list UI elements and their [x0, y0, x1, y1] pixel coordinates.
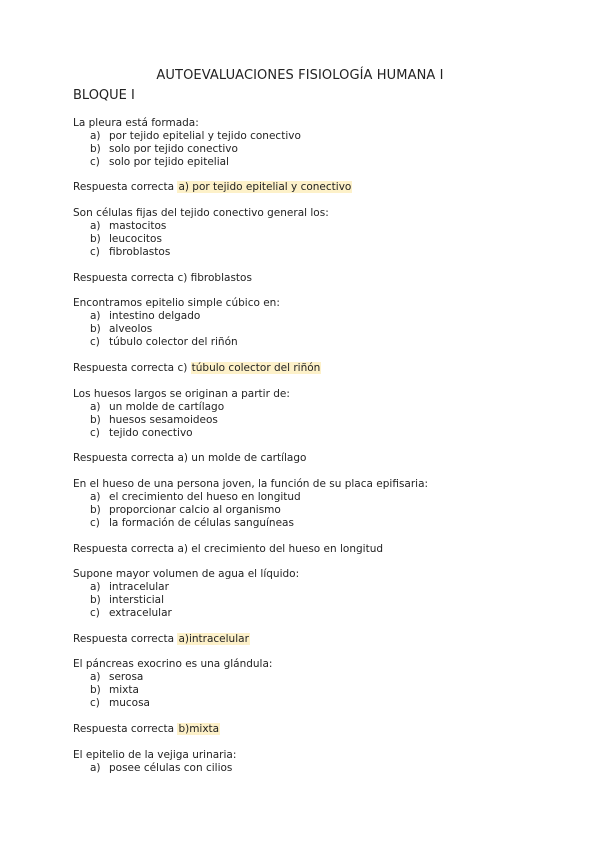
answer-1: Respuesta correcta a) por tejido epitelial y conectivo: [73, 181, 352, 193]
answer-6: Respuesta correcta a)intracelular: [73, 633, 249, 645]
question-6: Supone mayor volumen de agua el líquido:: [73, 568, 300, 580]
question-5: En el hueso de una persona joven, la función de su placa epifisaria:: [73, 478, 429, 490]
answer-3-highlight: túbulo colector del riñón: [191, 362, 321, 374]
question-7: El páncreas exocrino es una glándula:: [73, 658, 273, 670]
answer-3: Respuesta correcta c) túbulo colector del riñón: [73, 362, 321, 374]
question-2: Son células fijas del tejido conectivo general los:: [73, 207, 329, 219]
answer-4: Respuesta correcta a) un molde de cartílago: [73, 452, 307, 464]
document-page: AUTOEVALUACIONES FISIOLOGÍA HUMANA I BLOQUE I La pleura está formada: a) por tejido epitelial y tejido conectivo b) solo por tejido conectivo c) solo por tejido epitelial Respuesta correcta a) por tejido epitelial y conectivo Son células fijas del tejido conectivo general los: a) mastocitos b) leucocitos c) fibroblastos Respuesta correcta c) fibroblastos Encontramos epitelio simple cúbico en: a) intestino delgado b) alveolos c) túbulo colector del riñón Respuesta correcta c) túbulo colector del riñón Los huesos largos se originan a partir de: a) un molde de cartílago b) huesos sesamoideos c) tejido conectivo Respuesta correcta a) un molde de cartílago En el hueso de una persona joven, la función de su placa epifisaria: a) el crecimiento del hueso en longitud b) proporcionar calcio al organismo c) la formación de células sanguíneas Respuesta correcta a) el crecimiento del hueso en longitud Supone mayor volumen de agua el líquido: a) intracelular b) intersticial c) extracelular Respuesta correcta a)intracelular El páncreas exocrino es una glándula: a) serosa b) mixta c) mucosa Respuesta correcta b)mixta El epitelio de la vejiga urinaria: a) posee células con cilios: [0, 0, 600, 848]
question-1: La pleura está formada:: [73, 117, 199, 129]
question-3: Encontramos epitelio simple cúbico en:: [73, 297, 280, 309]
question-4: Los huesos largos se originan a partir de:: [73, 388, 290, 400]
section-heading: BLOQUE I: [73, 88, 135, 103]
document-title: AUTOEVALUACIONES FISIOLOGÍA HUMANA I: [156, 68, 444, 83]
answer-2: Respuesta correcta c) fibroblastos: [73, 272, 252, 284]
answer-7-highlight: b)mixta: [178, 723, 220, 735]
answer-7: Respuesta correcta b)mixta: [73, 723, 220, 735]
question-8: El epitelio de la vejiga urinaria:: [73, 749, 237, 761]
answer-6-highlight: a)intracelular: [178, 633, 249, 645]
answer-1-highlight: a) por tejido epitelial y conectivo: [178, 181, 352, 193]
answer-5: Respuesta correcta a) el crecimiento del hueso en longitud: [73, 543, 384, 555]
